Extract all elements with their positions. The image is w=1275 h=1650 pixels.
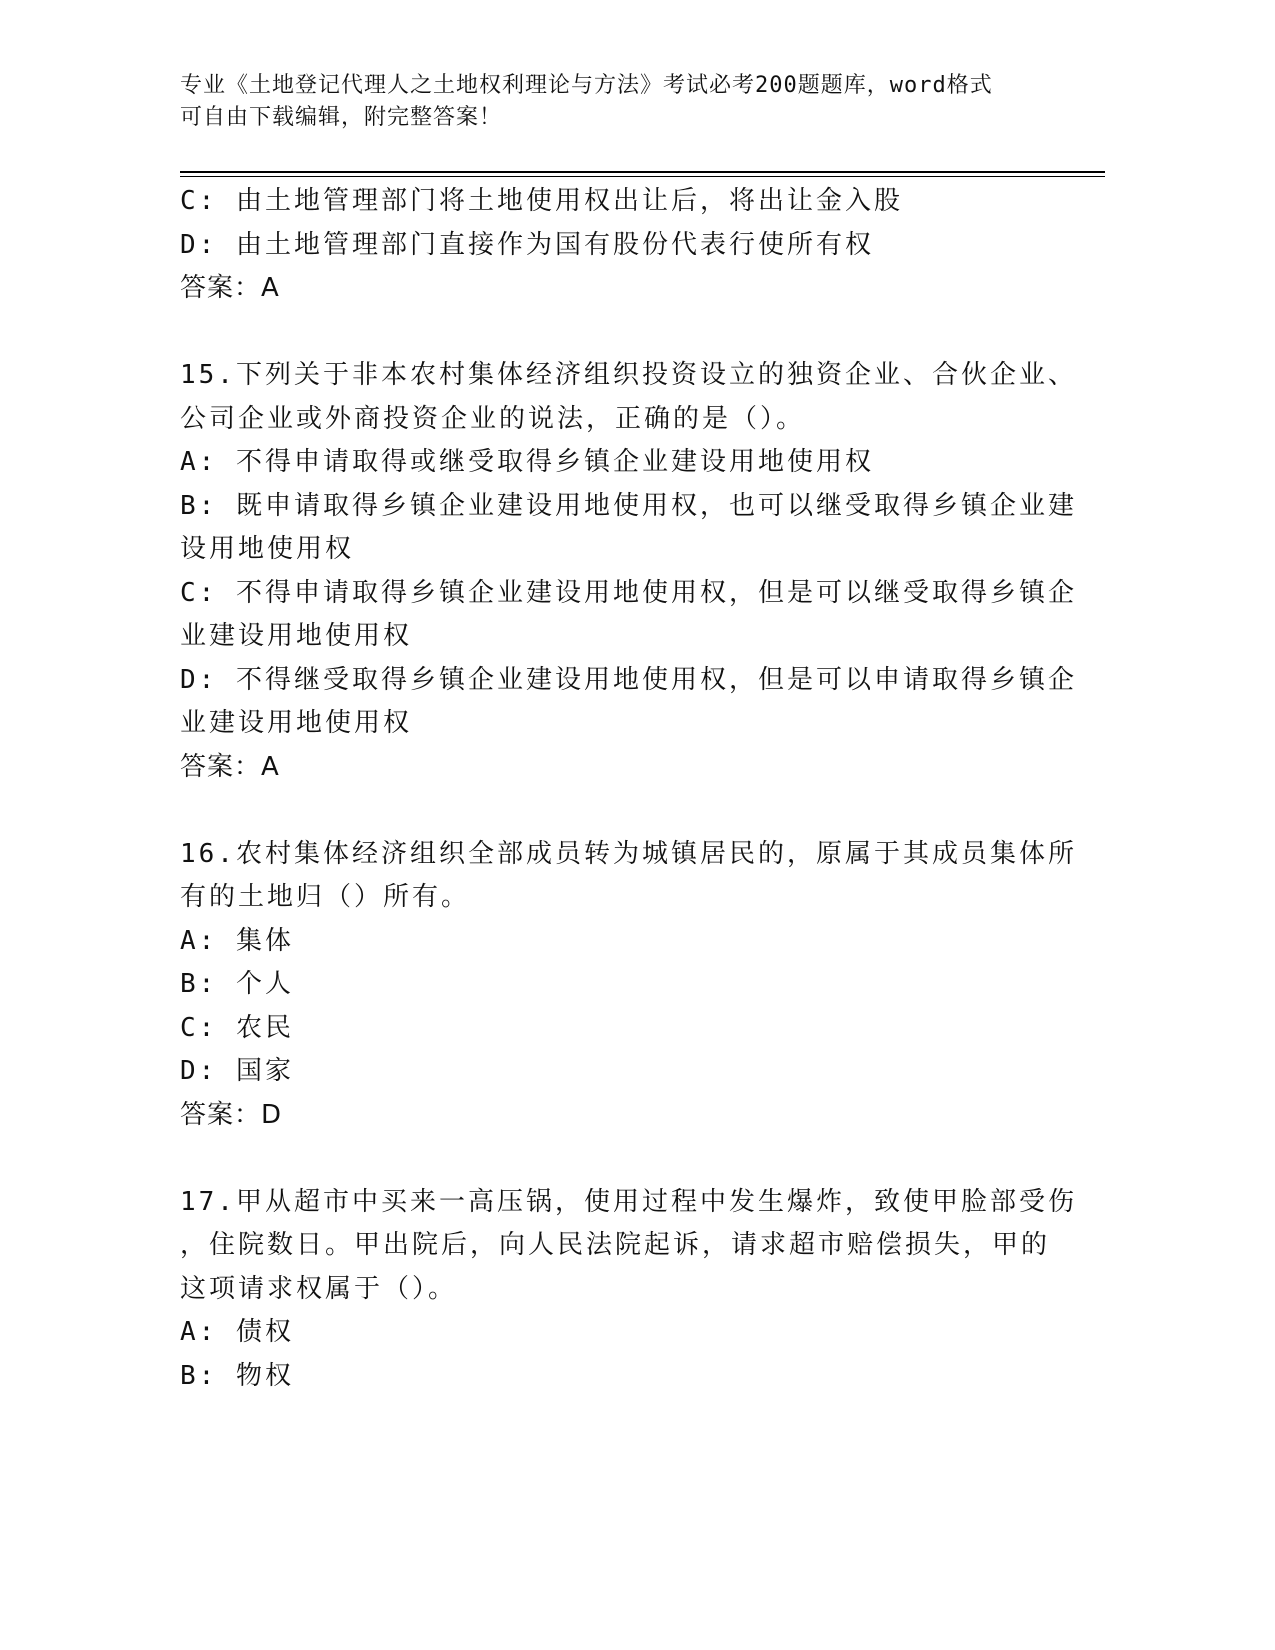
question-list [180,180,1077,1398]
header-title-line-1: 专业《土地登记代理人之土地权利理论与方法》考试必考200题题库，word格式 [180,73,993,98]
spacer [180,1137,1030,1181]
answer-line: 答案：D [180,1099,283,1130]
option-d-continued: 业建设用地使用权 [180,708,413,738]
option-b: B: 物权 [180,1360,294,1391]
question-14-continued [180,180,1030,311]
option-d: D: 国家 [180,1056,294,1086]
answer-line: 答案：A [180,273,280,303]
option-a: A: 集体 [180,925,294,956]
option-c: C: 由土地管理部门将土地使用权出让后，将出让金入股 [180,186,903,216]
spacer [180,311,1030,355]
header-divider-thick [180,171,1105,173]
option-b: B: 个人 [180,969,294,999]
option-b: B: 既申请取得乡镇企业建设用地使用权，也可以继受取得乡镇企业建 [180,490,1077,521]
question-16 [180,833,1077,1138]
option-c: C: 不得申请取得乡镇企业建设用地使用权，但是可以继受取得乡镇企 [180,577,1077,608]
spacer [180,789,1030,833]
option-c: C: 农民 [180,1012,294,1043]
answer-line: 答案：A [180,751,280,782]
document-header [180,70,1040,134]
question-stem: 有的土地归（）所有。 [180,882,471,912]
question-15 [180,354,1077,789]
option-c-continued: 业建设用地使用权 [180,621,413,651]
question-stem: ，住院数日。甲出院后，向人民法院起诉，请求超市赔偿损失，甲的 [180,1230,1051,1260]
header-divider-thin [180,176,1105,177]
question-stem: 公司企业或外商投资企业的说法，正确的是（）。 [180,403,806,434]
option-a: A: 债权 [180,1317,294,1347]
question-17 [180,1181,1077,1399]
question-stem: 15.下列关于非本农村集体经济组织投资设立的独资企业、合伙企业、 [180,360,1077,390]
question-stem: 17.甲从超市中买来一高压锅，使用过程中发生爆炸，致使甲脸部受伤 [180,1186,1077,1217]
header-title-line-2: 可自由下载编辑，附完整答案！ [180,105,503,130]
option-b-continued: 设用地使用权 [180,534,355,564]
option-d: D: 不得继受取得乡镇企业建设用地使用权，但是可以申请取得乡镇企 [180,664,1077,695]
option-a: A: 不得申请取得或继受取得乡镇企业建设用地使用权 [180,447,874,477]
question-stem: 16.农村集体经济组织全部成员转为城镇居民的，原属于其成员集体所 [180,838,1077,869]
option-d: D: 由土地管理部门直接作为国有股份代表行使所有权 [180,229,874,260]
question-stem: 这项请求权属于（）。 [180,1273,458,1304]
